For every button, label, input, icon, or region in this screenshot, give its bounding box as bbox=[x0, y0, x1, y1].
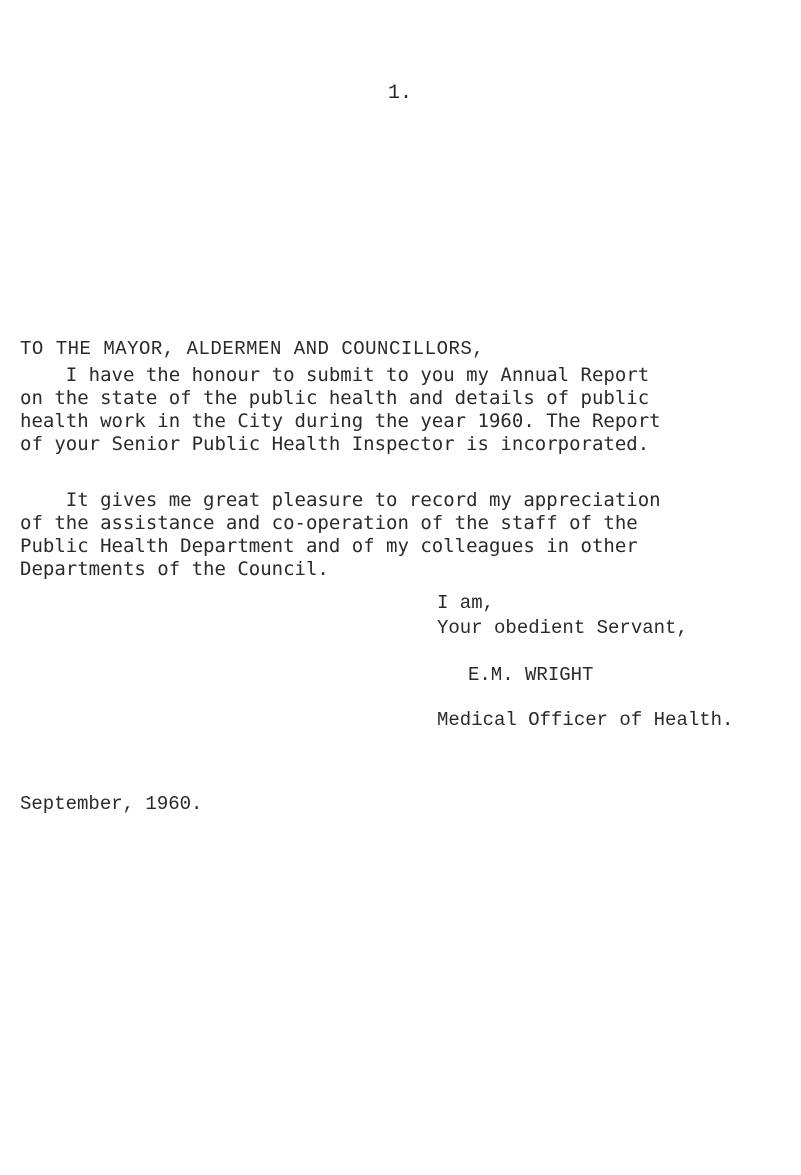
paragraph-line: of the assistance and co-operation of the staff of the bbox=[20, 512, 638, 534]
paragraph-line: I have the honour to submit to you my Annual Report bbox=[20, 364, 650, 386]
closing-i-am: I am, bbox=[437, 592, 495, 614]
paragraph-line: Departments of the Council. bbox=[20, 558, 329, 580]
letter-date: September, 1960. bbox=[20, 793, 203, 815]
paragraph-report bbox=[20, 364, 800, 456]
salutation: TO THE MAYOR, ALDERMEN AND COUNCILLORS, bbox=[20, 338, 485, 360]
paragraph-line: on the state of the public health and details of public bbox=[20, 387, 650, 409]
paragraph-appreciation bbox=[20, 489, 800, 581]
paragraph-line: health work in the City during the year 1960. The Report bbox=[20, 410, 661, 432]
paragraph-line: It gives me great pleasure to record my appreciation bbox=[20, 489, 661, 511]
signatory-title: Medical Officer of Health. bbox=[437, 709, 734, 731]
closing-servant: Your obedient Servant, bbox=[437, 617, 688, 639]
paragraph-line: Public Health Department and of my colleagues in other bbox=[20, 535, 638, 557]
signatory-name: E.M. WRIGHT bbox=[468, 664, 594, 686]
paragraph-line: of your Senior Public Health Inspector is incorporated. bbox=[20, 433, 650, 455]
page-number: 1. bbox=[387, 82, 412, 105]
